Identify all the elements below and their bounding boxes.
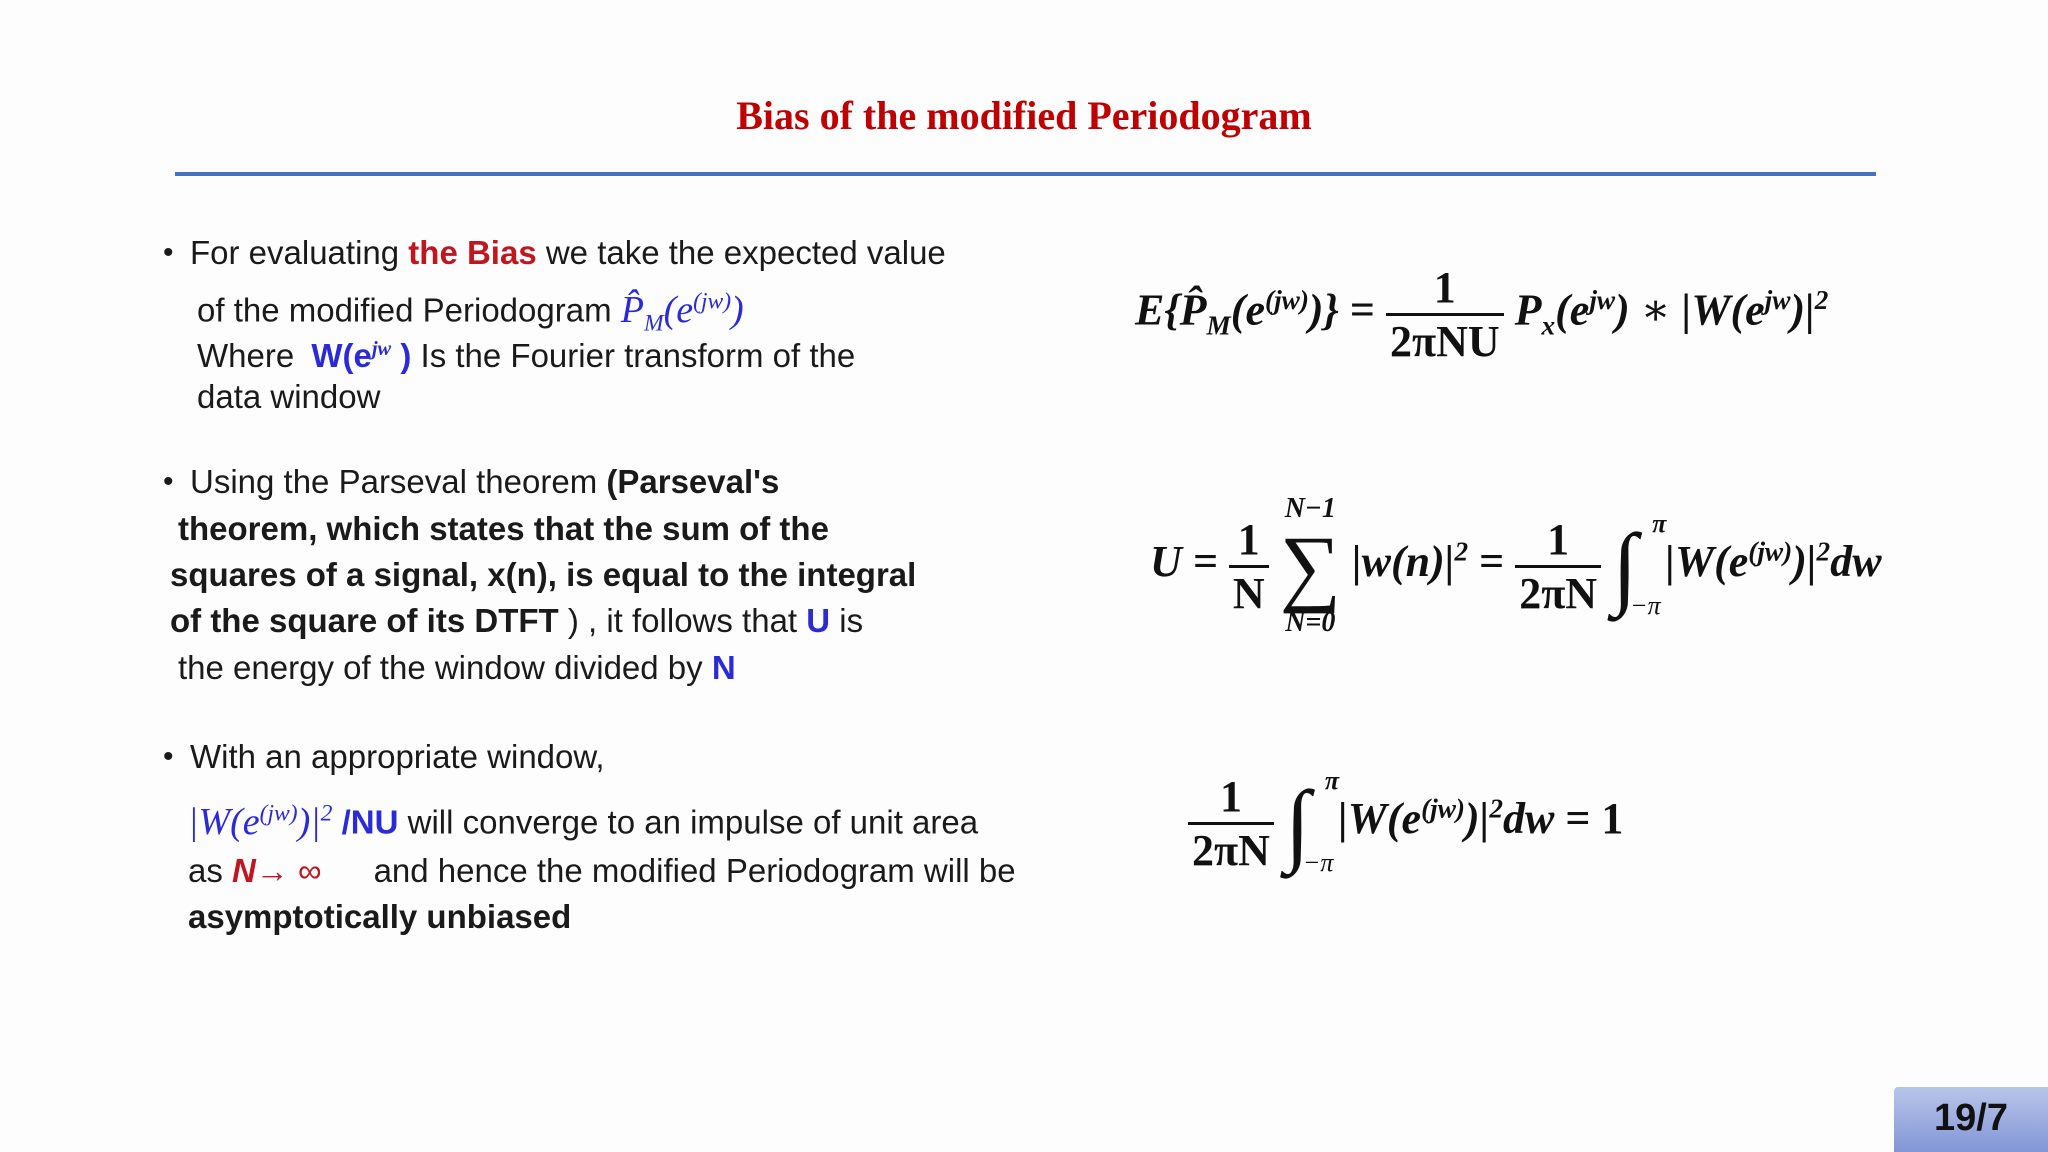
bullet2-line2: theorem, which states that the sum of the [178,510,829,547]
slide-title: Bias of the modified Periodogram [736,93,1312,138]
bullet-dot: • [163,740,174,773]
bullet3-line1: With an appropriate window, [190,738,605,775]
bullet3-line2: $|W(e^{(jw)})|^2$ /NU will converge to an impulse of unit area [188,800,979,843]
bullet1-line3: Where $W(e^{jw}$ ) Is the Fourier transform of the [197,337,856,374]
equation-expected-value: $E\{P̂_M(e^{(jw)})\}$ = $\frac{1}{\text{2πNU}}$ $P_x(e^{jw})$ ∗ $|W(e^{jw})|^2$ [1135,263,1829,366]
bullet3-line4: asymptotically unbiased [188,898,572,935]
bullet-dot: • [163,236,174,269]
bullet2-line4: of the square of its DTFT ) , it follows that U is [170,602,864,639]
bullet2-line3: squares of a signal, x(n), is equal to the integral [170,556,917,593]
title-divider [175,172,1876,176]
bullet-dot: • [163,465,174,498]
bullet2-line1: Using the Parseval theorem (Parseval's [190,463,780,500]
bullet3-line3: as N→ ∞ and hence the modified Periodogram will be [188,852,1016,889]
page-number-badge: 19/7 [1894,1087,2048,1152]
equation-window-energy: U = $\frac{1}{N}$ N−1 ∑ N=0 $|w(n)|^2$ = $\frac{1}{2\pi N}$ ∫ π −π $|W(e^{(jw)})|^2dw$ [1150,493,1882,638]
bullet1-line4: data window [197,378,381,415]
bullet1-line1: For evaluating the Bias we take the expected value [190,234,946,271]
bullet2-line5: the energy of the window divided by N [178,649,736,686]
bullet1-line2: of the modified Periodogram $P̂_M(e^{(jw)})$ [197,288,744,337]
equation-unit-area: $\frac{1}{2\pi N}$ ∫ π −π $|W(e^{(jw)})|^2dw = 1$ [1188,770,1623,876]
